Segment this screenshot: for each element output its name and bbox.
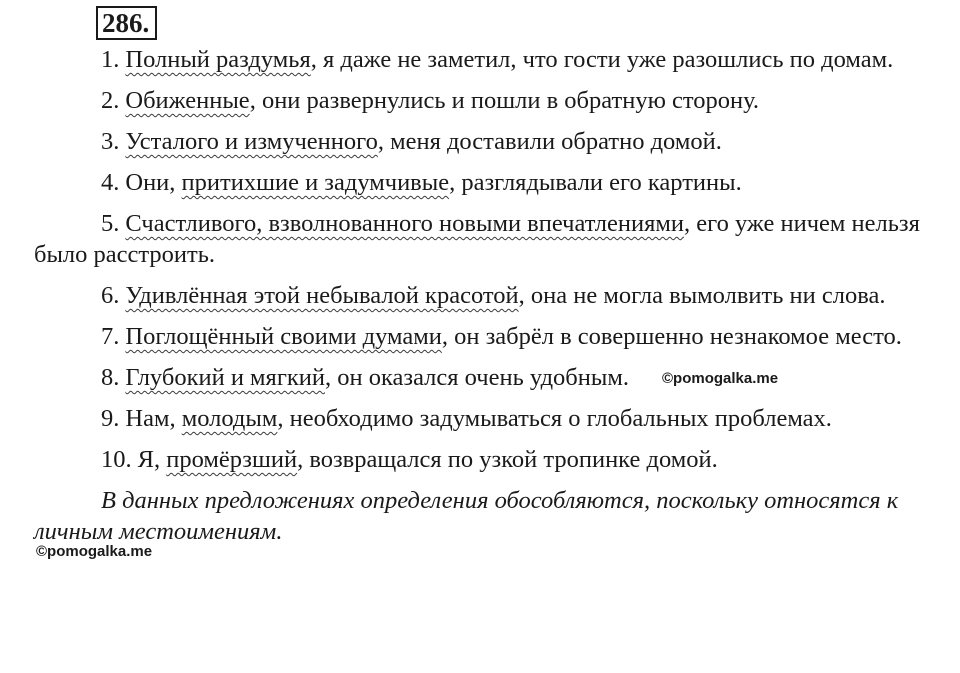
sentence-prefix: Я, <box>137 446 167 473</box>
sentence-number: 7. <box>101 323 120 350</box>
sentence-number: 10. <box>101 446 132 473</box>
watermark: ©pomogalka.me <box>36 543 153 560</box>
sentence-3 <box>34 126 934 157</box>
sentence-rest: , его уже ничем нельзя было расстроить. <box>34 210 920 268</box>
sentence-prefix: Они, <box>125 169 182 196</box>
sentence-rest: , разглядывали его картины. <box>449 169 742 196</box>
sentence-number: 2. <box>101 87 120 114</box>
sentence-1 <box>34 44 934 75</box>
sentence-6 <box>34 280 934 311</box>
sentence-rest: , необходимо задумываться о глобальных проблемах. <box>277 405 832 432</box>
sentence-number: 1. <box>101 46 120 73</box>
sentence-number: 8. <box>101 364 120 391</box>
sentence-number: 3. <box>101 128 120 155</box>
sentence-rest: , меня доставили обратно домой. <box>377 128 722 155</box>
sentence-number: 6. <box>101 282 120 309</box>
sentence-10 <box>34 444 934 475</box>
detached-modifier: Счастливого, взволнованного новыми впечатлениями <box>125 210 684 237</box>
sentence-7 <box>34 321 934 352</box>
sentence-rest: , он забрёл в совершенно незнакомое место. <box>441 323 902 350</box>
sentence-rest: , он оказался очень удобным. <box>325 364 629 391</box>
sentence-rest: , они развернулись и пошли в обратную сторону. <box>249 87 760 114</box>
detached-modifier: Поглощённый своими думами <box>125 323 442 350</box>
sentence-prefix: Нам, <box>125 405 182 432</box>
detached-modifier: Удивлённая этой небывалой красотой <box>125 282 519 309</box>
detached-modifier: промёрзший <box>166 446 298 473</box>
sentence-rest: , возвращался по узкой тропинке домой. <box>297 446 718 473</box>
detached-modifier: Обиженные <box>125 87 250 114</box>
detached-modifier: Усталого и измученного <box>125 128 378 155</box>
sentence-number: 9. <box>101 405 120 432</box>
sentence-9 <box>34 403 934 434</box>
sentence-8 <box>34 362 934 393</box>
watermark: ©pomogalka.me <box>662 370 779 387</box>
sentence-number: 5. <box>101 210 120 237</box>
exercise-page <box>34 6 934 547</box>
exercise-number-box: 286. <box>96 6 157 40</box>
sentence-2 <box>34 85 934 116</box>
sentence-rest: , я даже не заметил, что гости уже разошлись по домам. <box>310 46 894 73</box>
conclusion-text: В данных предложениях определения обособляются, поскольку относятся к личным местоимениям. <box>34 487 899 545</box>
sentence-rest: , она не могла вымолвить ни слова. <box>518 282 886 309</box>
sentence-4 <box>34 167 934 198</box>
detached-modifier: Полный раздумья <box>125 46 311 73</box>
sentence-5 <box>34 208 934 270</box>
detached-modifier: молодым <box>181 405 278 432</box>
detached-modifier: притихшие и задумчивые <box>181 169 450 196</box>
detached-modifier: Глубокий и мягкий <box>125 364 325 391</box>
sentence-number: 4. <box>101 169 120 196</box>
